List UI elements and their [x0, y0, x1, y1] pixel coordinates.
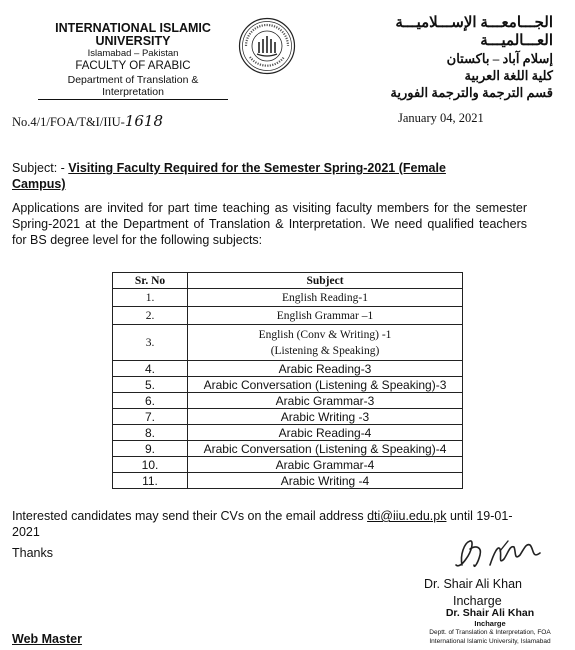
subject-cell: Arabic Grammar-4	[188, 457, 463, 473]
sr-number: 8.	[113, 425, 188, 441]
stamp-title: Incharge	[474, 619, 506, 628]
university-city: Islamabad – Pakistan	[87, 48, 179, 59]
table-row	[113, 473, 463, 489]
closing-text-after: until 19-01-2021	[12, 509, 513, 539]
arabic-faculty: كلية اللغة العربية	[464, 68, 553, 83]
official-stamp	[420, 607, 560, 646]
reference-number	[12, 112, 163, 130]
letterhead-arabic	[325, 14, 553, 101]
body-paragraph: Applications are invited for part time teaching as visiting faculty members for the semester Spring-2021 at the Department of Translation & Interpretation. We need qualified teachers for BS degree level for the following subjects:	[12, 201, 527, 247]
subject-cell: Arabic Reading-4	[188, 425, 463, 441]
sr-number: 4.	[113, 361, 188, 377]
sr-number: 7.	[113, 409, 188, 425]
subject-line	[12, 160, 482, 192]
table-row	[113, 425, 463, 441]
closing-paragraph	[12, 508, 527, 540]
header-subject: Subject	[188, 273, 463, 289]
subject-line-2: (Listening & Speaking)	[270, 344, 380, 357]
subjects-table	[112, 272, 463, 489]
table-header-row	[113, 273, 463, 289]
faculty-name: FACULTY OF ARABIC	[75, 60, 191, 72]
table-row	[113, 441, 463, 457]
web-master-label: Web Master	[12, 632, 82, 646]
subject-prefix: Subject: -	[12, 161, 69, 175]
stamp-name: Dr. Shair Ali Khan	[445, 607, 535, 619]
stamp-university: International Islamic University, Islamabad	[429, 638, 551, 645]
arabic-department: قسم الترجمة والترجمة الفورية	[390, 85, 553, 100]
table-row	[113, 361, 463, 377]
subject-cell: English Grammar –1	[188, 307, 463, 325]
sr-number: 5.	[113, 377, 188, 393]
subject-cell: Arabic Reading-3	[188, 361, 463, 377]
email-link[interactable]: dti@iiu.edu.pk	[367, 509, 447, 523]
stamp-department: Deptt. of Translation & Interpretation, FOA	[429, 629, 551, 636]
table-row	[113, 409, 463, 425]
signatory-name: Dr. Shair Ali Khan	[424, 577, 522, 591]
sr-number: 10.	[113, 457, 188, 473]
subject-cell: Arabic Writing -4	[188, 473, 463, 489]
letter-date: January 04, 2021	[398, 111, 484, 125]
arabic-city: إسلام آباد – باكستان	[446, 51, 553, 66]
reference-handwritten: 1618	[124, 112, 164, 130]
subject-cell: English Reading-1	[188, 289, 463, 307]
arabic-university-name: الجـــامعـــة الإســـلاميـــة العـــالميـــة	[395, 15, 553, 49]
closing-text-before: Interested candidates may send their CVs on the email address	[12, 509, 368, 523]
table-row	[113, 457, 463, 473]
subject-cell: Arabic Conversation (Listening & Speaking)-4	[188, 441, 463, 457]
thanks-text: Thanks	[12, 546, 53, 560]
reference-prefix: No.4/1/FOA/T&I/IIU-	[12, 115, 125, 129]
subject-cell: Arabic Writing -3	[188, 409, 463, 425]
table-row	[113, 377, 463, 393]
sr-number: 2.	[113, 307, 188, 325]
sr-number: 6.	[113, 393, 188, 409]
university-seal-icon	[238, 17, 296, 75]
table-row	[113, 307, 463, 325]
subject-cell: Arabic Grammar-3	[188, 393, 463, 409]
table-row	[113, 325, 463, 361]
sr-number: 3.	[113, 325, 188, 361]
subject-cell: Arabic Conversation (Listening & Speaking)-3	[188, 377, 463, 393]
department-name: Department of Translation & Interpretation	[38, 74, 228, 100]
signatory-title: Incharge	[453, 594, 502, 608]
sr-number: 1.	[113, 289, 188, 307]
sr-number: 11.	[113, 473, 188, 489]
subject-line-1: English (Conv & Writing) -1	[258, 328, 392, 341]
handwritten-signature-icon	[452, 535, 544, 573]
table-row	[113, 289, 463, 307]
subject-cell	[188, 325, 463, 361]
sr-number: 9.	[113, 441, 188, 457]
subject-title: Visiting Faculty Required for the Semester Spring-2021 (Female Campus)	[12, 161, 446, 191]
table-row	[113, 393, 463, 409]
university-name: INTERNATIONAL ISLAMIC UNIVERSITY	[55, 21, 211, 48]
letterhead-english	[38, 22, 228, 100]
header-sr-no: Sr. No	[113, 273, 188, 289]
